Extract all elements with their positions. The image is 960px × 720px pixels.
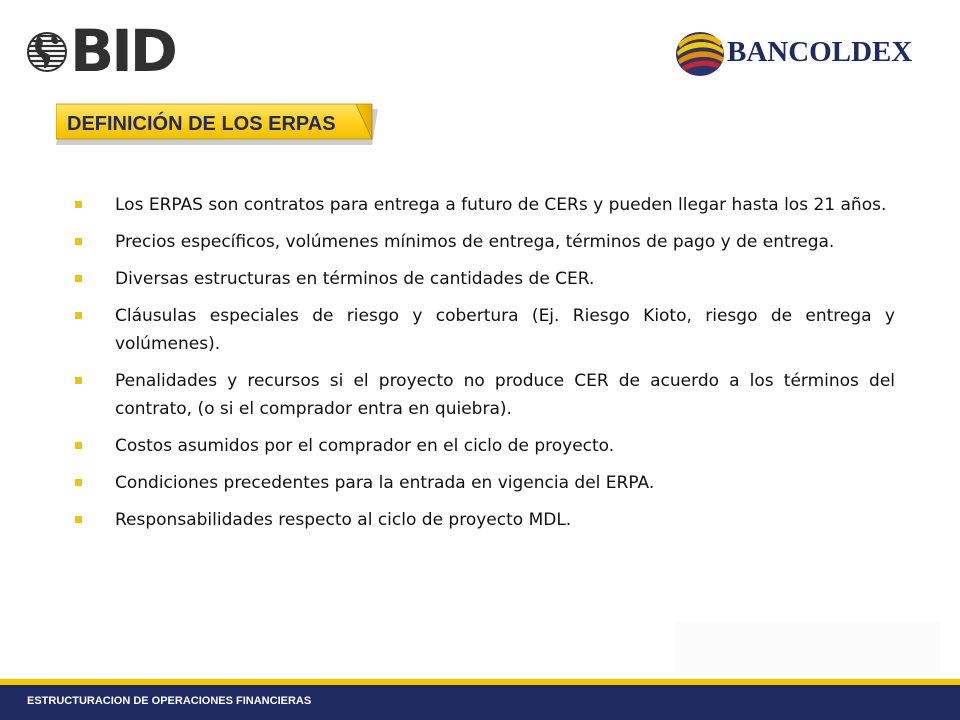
bullet-text: Diversas estructuras en términos de cantidades de CER. <box>115 269 595 289</box>
blank-panel <box>675 622 940 672</box>
page-title: DEFINICIÓN DE LOS ERPAS <box>67 113 336 135</box>
list-item <box>73 506 895 534</box>
bullet-marker-icon <box>75 275 82 282</box>
bullet-marker-icon <box>75 312 82 319</box>
bullet-marker-icon <box>75 238 82 245</box>
footer-text: ESTRUCTURACION DE OPERACIONES FINANCIERAS <box>27 695 312 707</box>
bullet-text: Responsabilidades respecto al ciclo de proyecto MDL. <box>115 510 572 530</box>
bullet-marker-icon <box>75 377 82 384</box>
section-title-tag <box>56 103 378 145</box>
bid-logo-text: BID <box>70 17 175 85</box>
list-item <box>73 432 895 460</box>
bullet-text: Precios específicos, volúmenes mínimos de entrega, términos de pago y de entrega. <box>115 232 835 252</box>
bancoldex-sun-icon <box>670 22 726 82</box>
list-item <box>73 228 895 256</box>
list-item <box>73 367 895 423</box>
list-item <box>73 191 895 219</box>
bullet-marker-icon <box>75 442 82 449</box>
list-item <box>73 302 895 358</box>
bid-logo <box>26 17 175 85</box>
bullet-text: Los ERPAS son contratos para entrega a futuro de CERs y pueden llegar hasta los 21 años. <box>115 195 887 215</box>
list-item <box>73 469 895 497</box>
bullet-text: Penalidades y recursos si el proyecto no produce CER de acuerdo a los términos del contrato, (o si el comprador entra en quiebra). <box>115 371 895 419</box>
bullet-marker-icon <box>75 201 82 208</box>
bullet-text: Condiciones precedentes para la entrada en vigencia del ERPA. <box>115 473 655 493</box>
bullet-text: Costos asumidos por el comprador en el ciclo de proyecto. <box>115 436 615 456</box>
bancoldex-logo-text: BANCOLDEX <box>727 36 913 68</box>
bullet-text: Cláusulas especiales de riesgo y cobertura (Ej. Riesgo Kioto, riesgo de entrega y volúmenes). <box>115 306 895 354</box>
bullet-list <box>73 191 895 543</box>
bullet-marker-icon <box>75 479 82 486</box>
bullet-marker-icon <box>75 516 82 523</box>
footer-bar <box>0 685 960 720</box>
list-item <box>73 265 895 293</box>
globe-icon <box>26 24 68 78</box>
bancoldex-logo <box>670 22 930 82</box>
